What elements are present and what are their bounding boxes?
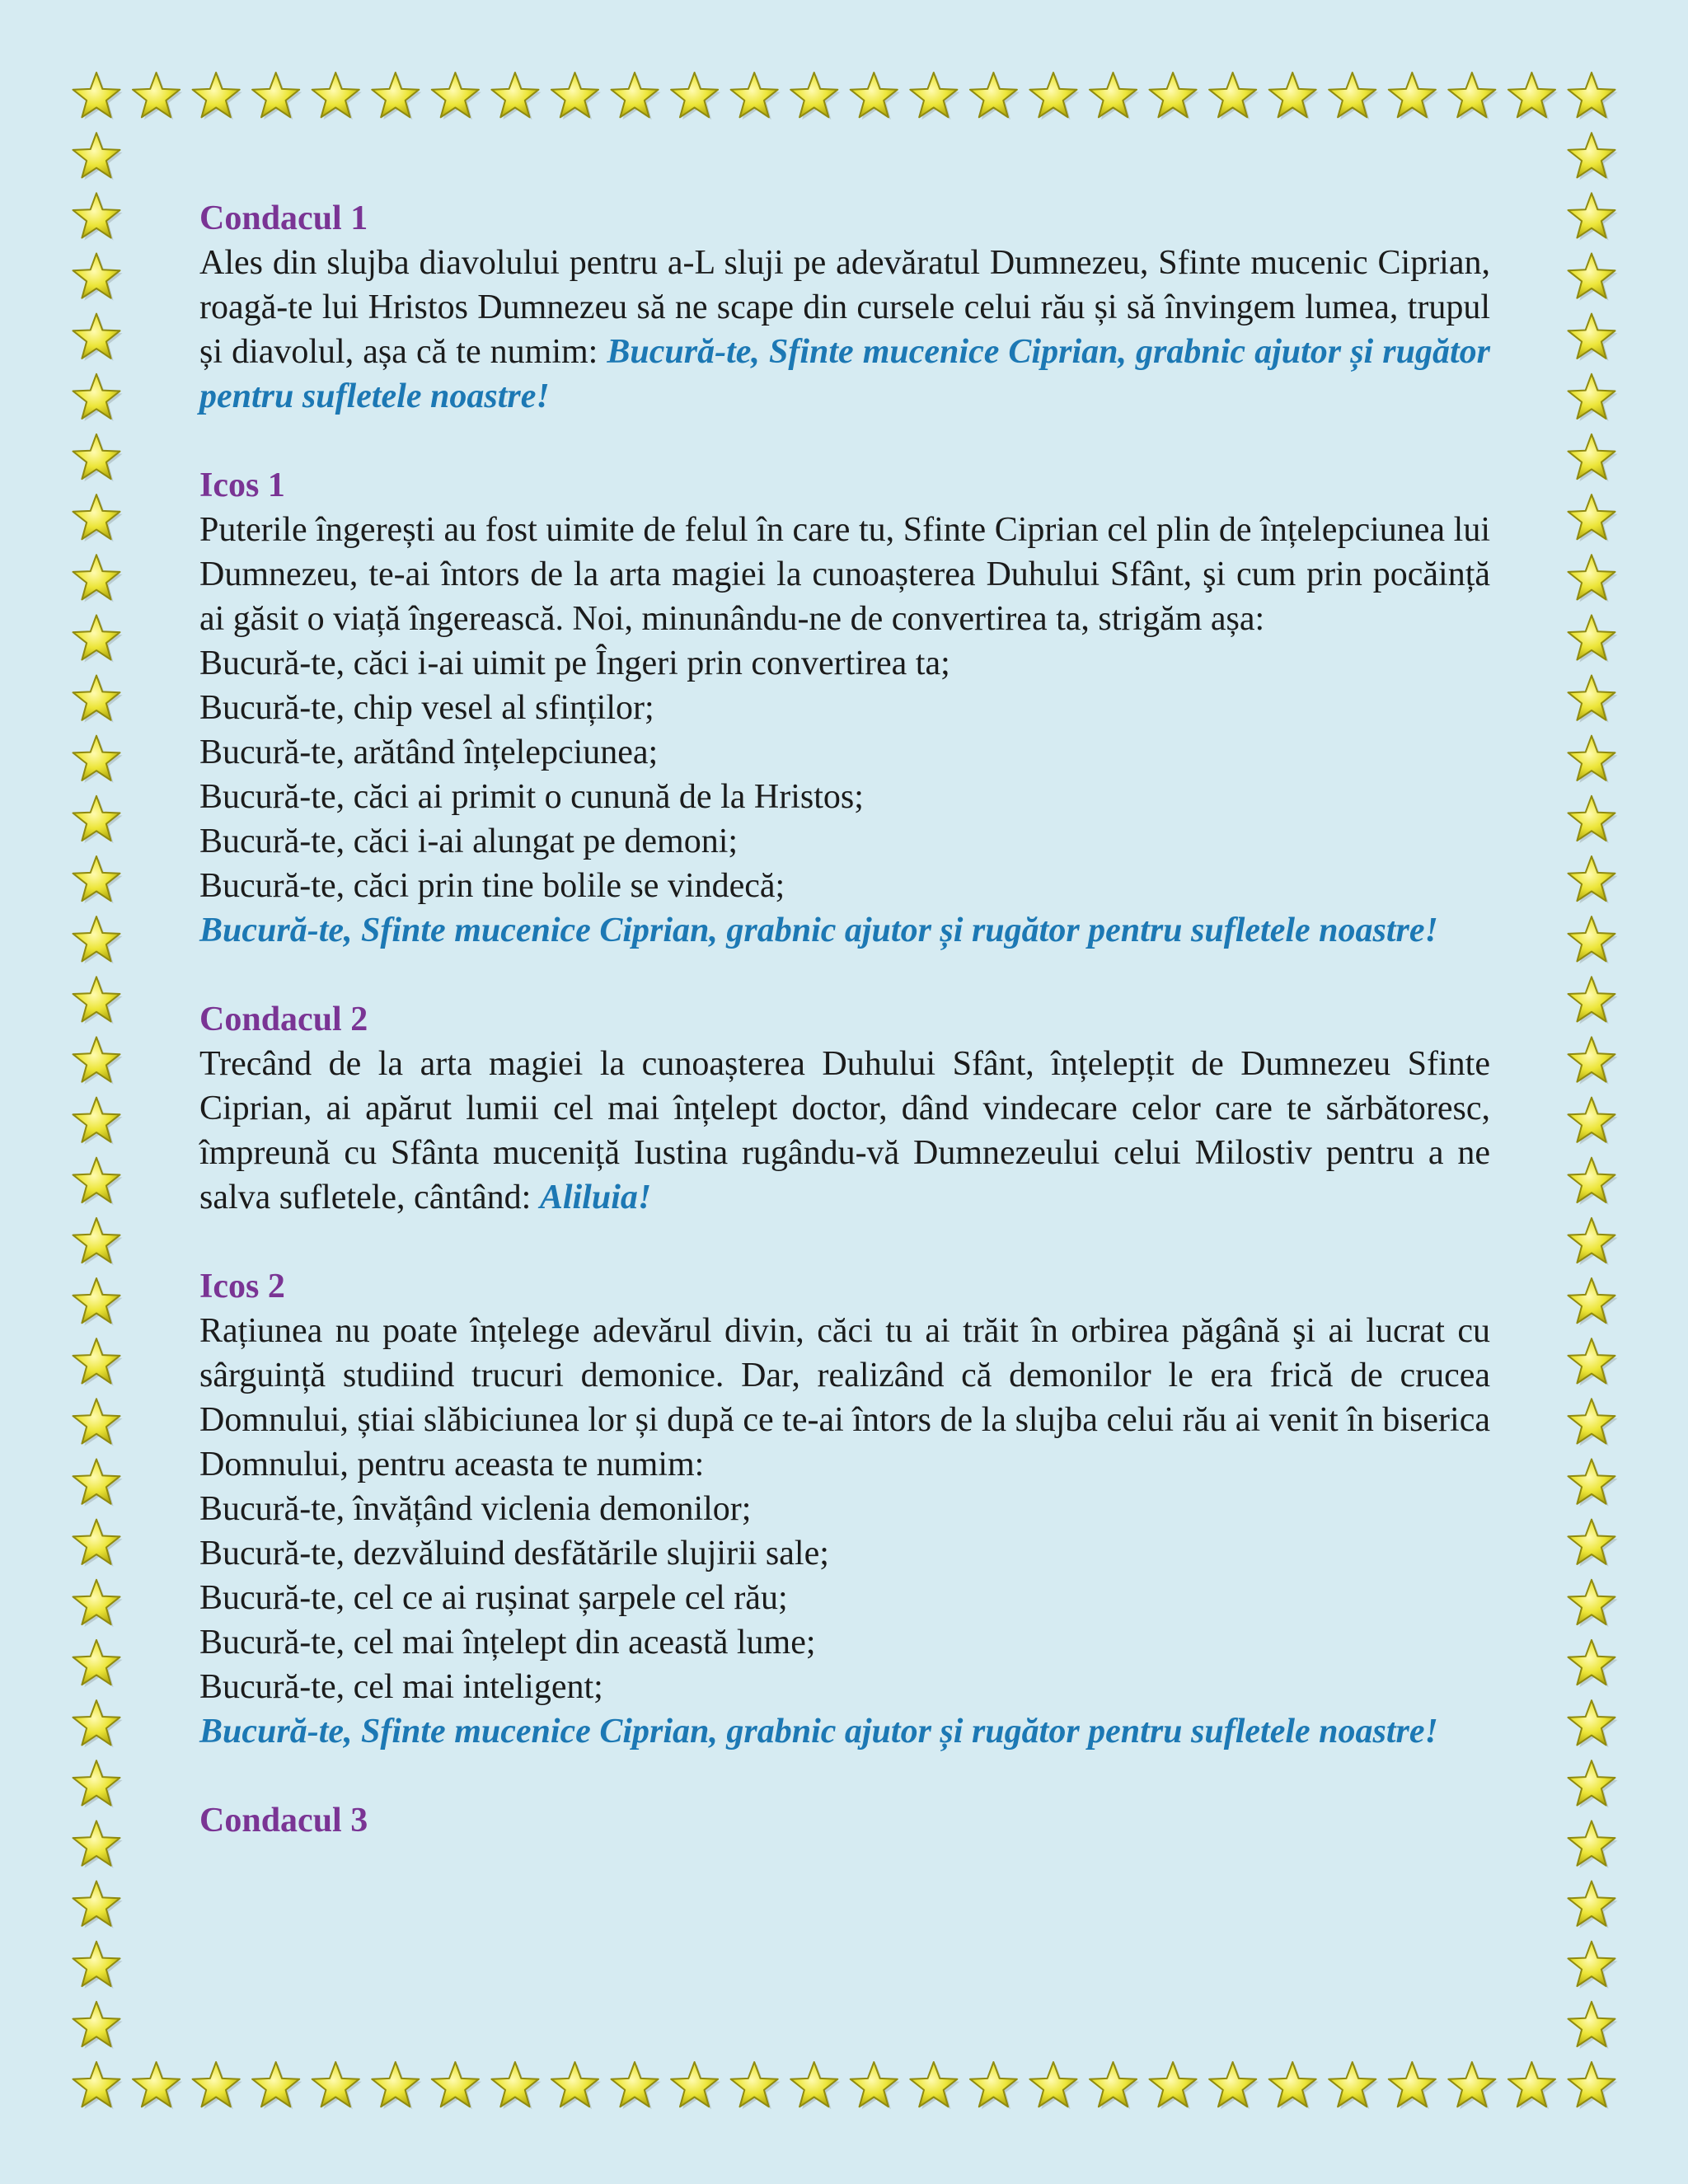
- refrain-text: Bucură-te, Sfinte mucenice Ciprian, grabnic ajutor și rugător pentru sufletele noastre!: [199, 1713, 1438, 1750]
- body-text: Ales din slujba diavolului pentru a-L sluji pe adevăratul Dumnezeu, Sfinte mucenic Ciprian, roagă-te lui Hristos Dumnezeu să ne scape din cursele celui rău și să învingem lumea, trupul și diavolul, așa că te numim:: [199, 244, 1490, 371]
- verse-line: Bucură-te, căci i-ai alungat pe demoni;: [199, 823, 738, 860]
- verse-line: Bucură-te, cel mai inteligent;: [199, 1668, 603, 1706]
- verse-line: Bucură-te, căci prin tine bolile se vindecă;: [199, 867, 785, 905]
- verse-line: Bucură-te, învățând viclenia demonilor;: [199, 1490, 752, 1528]
- refrain-text: Bucură-te, Sfinte mucenice Ciprian, grabnic ajutor și rugător pentru sufletele noastre!: [199, 333, 1490, 415]
- verse-line: Bucură-te, chip vesel al sfinților;: [199, 689, 654, 727]
- akathist-text: [199, 196, 1490, 1887]
- section-heading: Condacul 1: [199, 199, 368, 237]
- verse-line: Bucură-te, căci i-ai uimit pe Îngeri prin convertirea ta;: [199, 644, 950, 682]
- section-text: Puterile îngerești au fost uimite de felul în care tu, Sfinte Ciprian cel plin de înțelepciunea lui Dumnezeu, te-ai întors de la arta magiei la cunoașterea Duhului Sfânt, şi cum prin pocăință ai găsit o viață îngerească. Noi, minunându-ne de convertirea ta, strigăm așa:: [199, 511, 1490, 638]
- section-condacul-3: [199, 1798, 1490, 1843]
- verse-line: Bucură-te, dezvăluind desfătările slujirii sale;: [199, 1535, 829, 1572]
- section-text: [199, 1042, 1490, 1220]
- section-heading: Condacul 3: [199, 1802, 368, 1840]
- section-heading: Icos 1: [199, 466, 285, 504]
- section-icos-2: [199, 1264, 1490, 1754]
- verse-line: Bucură-te, cel ce ai rușinat șarpele cel rău;: [199, 1579, 788, 1617]
- refrain-text: Bucură-te, Sfinte mucenice Ciprian, grabnic ajutor și rugător pentru sufletele noastre!: [199, 912, 1438, 949]
- section-heading: Condacul 2: [199, 1001, 368, 1038]
- section-condacul-1: [199, 196, 1490, 419]
- verse-line: Bucură-te, cel mai înțelept din această lume;: [199, 1624, 816, 1661]
- verse-line: Bucură-te, căci ai primit o cunună de la Hristos;: [199, 778, 864, 816]
- section-heading: Icos 2: [199, 1268, 285, 1305]
- section-icos-1: [199, 463, 1490, 953]
- body-text: Trecând de la arta magiei la cunoașterea Duhului Sfânt, înțelepțit de Dumnezeu Sfinte Ciprian, ai apărut lumii cel mai înțelept doctor, dând vindecare celor care te sărbătoresc, împreună cu Sfânta muceniță Iustina rugându-vă Dumnezeului celui Milostiv pentru a ne salva sufletele, cântând:: [199, 1045, 1490, 1216]
- verse-line: Bucură-te, arătând înțelepciunea;: [199, 733, 659, 771]
- section-condacul-2: [199, 997, 1490, 1220]
- refrain-text: Aliluia!: [539, 1179, 652, 1216]
- section-text: [199, 241, 1490, 419]
- section-text: Rațiunea nu poate înțelege adevărul divin, căci tu ai trăit în orbirea păgână şi ai lucrat cu sârguință studiind trucuri demonice. Dar, realizând că demonilor le era frică de crucea Domnului, știai slăbiciunea lor și după ce te-ai întors de la slujba celui rău ai venit în biserica Domnului, pentru aceasta te numim:: [199, 1312, 1490, 1483]
